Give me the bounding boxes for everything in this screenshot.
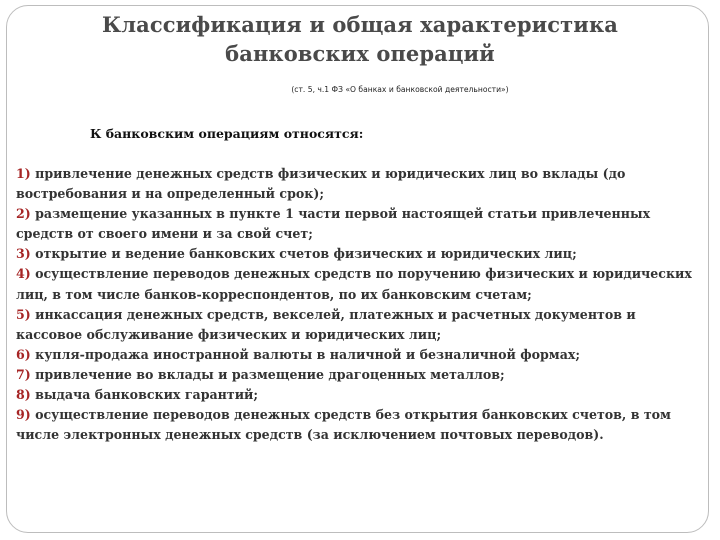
item-text: осуществление переводов денежных средств без открытия банковских счетов, в том числе электронных денежных средств (за исключением почтовых переводов).: [16, 407, 671, 443]
item-text: открытие и ведение банковских счетов физических и юридических лиц;: [30, 246, 577, 262]
item-text: осуществление переводов денежных средств по поручению физических и юридических лиц, в том числе банков-корреспондентов, по их банковским счетам;: [16, 266, 692, 302]
list-item: [16, 164, 706, 204]
item-number: 2): [16, 206, 31, 222]
item-text: инкассация денежных средств, векселей, платежных и расчетных документов и кассовое обслуживание физических и юридических лиц;: [16, 306, 636, 342]
list-intro: К банковским операциям относятся:: [90, 126, 364, 141]
item-number: 3): [16, 246, 31, 262]
list-item: [16, 365, 706, 385]
slide-title: [40, 10, 680, 68]
list-item: [16, 405, 706, 445]
item-number: 1): [16, 166, 31, 181]
list-item: [16, 385, 706, 405]
list-item: [16, 244, 706, 264]
item-text: привлечение денежных средств физических и юридических лиц во вклады (до востребования и на определенный срок);: [16, 166, 626, 202]
list-item: [16, 264, 706, 304]
item-text: купля-продажа иностранной валюты в наличной и безналичной формах;: [30, 346, 581, 362]
item-number: 8): [16, 387, 31, 403]
title-line-2: банковских операций: [225, 41, 495, 66]
item-number: 6): [16, 346, 31, 362]
list-item: [16, 305, 706, 345]
item-number: 5): [16, 306, 31, 322]
list-item: [16, 345, 706, 365]
item-text: размещение указанных в пункте 1 части первой настоящей статьи привлеченных средств от своего имени и за свой счет;: [16, 206, 651, 242]
legal-reference: (ст. 5, ч.1 ФЗ «О банках и банковской деятельности»): [291, 85, 509, 94]
banking-operations-list: [16, 164, 706, 445]
item-number: 7): [16, 366, 31, 382]
list-item: [16, 204, 706, 244]
item-number: 9): [16, 407, 31, 423]
item-text: выдача банковских гарантий;: [30, 387, 259, 403]
title-line-1: Классификация и общая характеристика: [102, 12, 618, 37]
item-number: 4): [16, 266, 31, 282]
item-text: привлечение во вклады и размещение драгоценных металлов;: [30, 366, 505, 382]
